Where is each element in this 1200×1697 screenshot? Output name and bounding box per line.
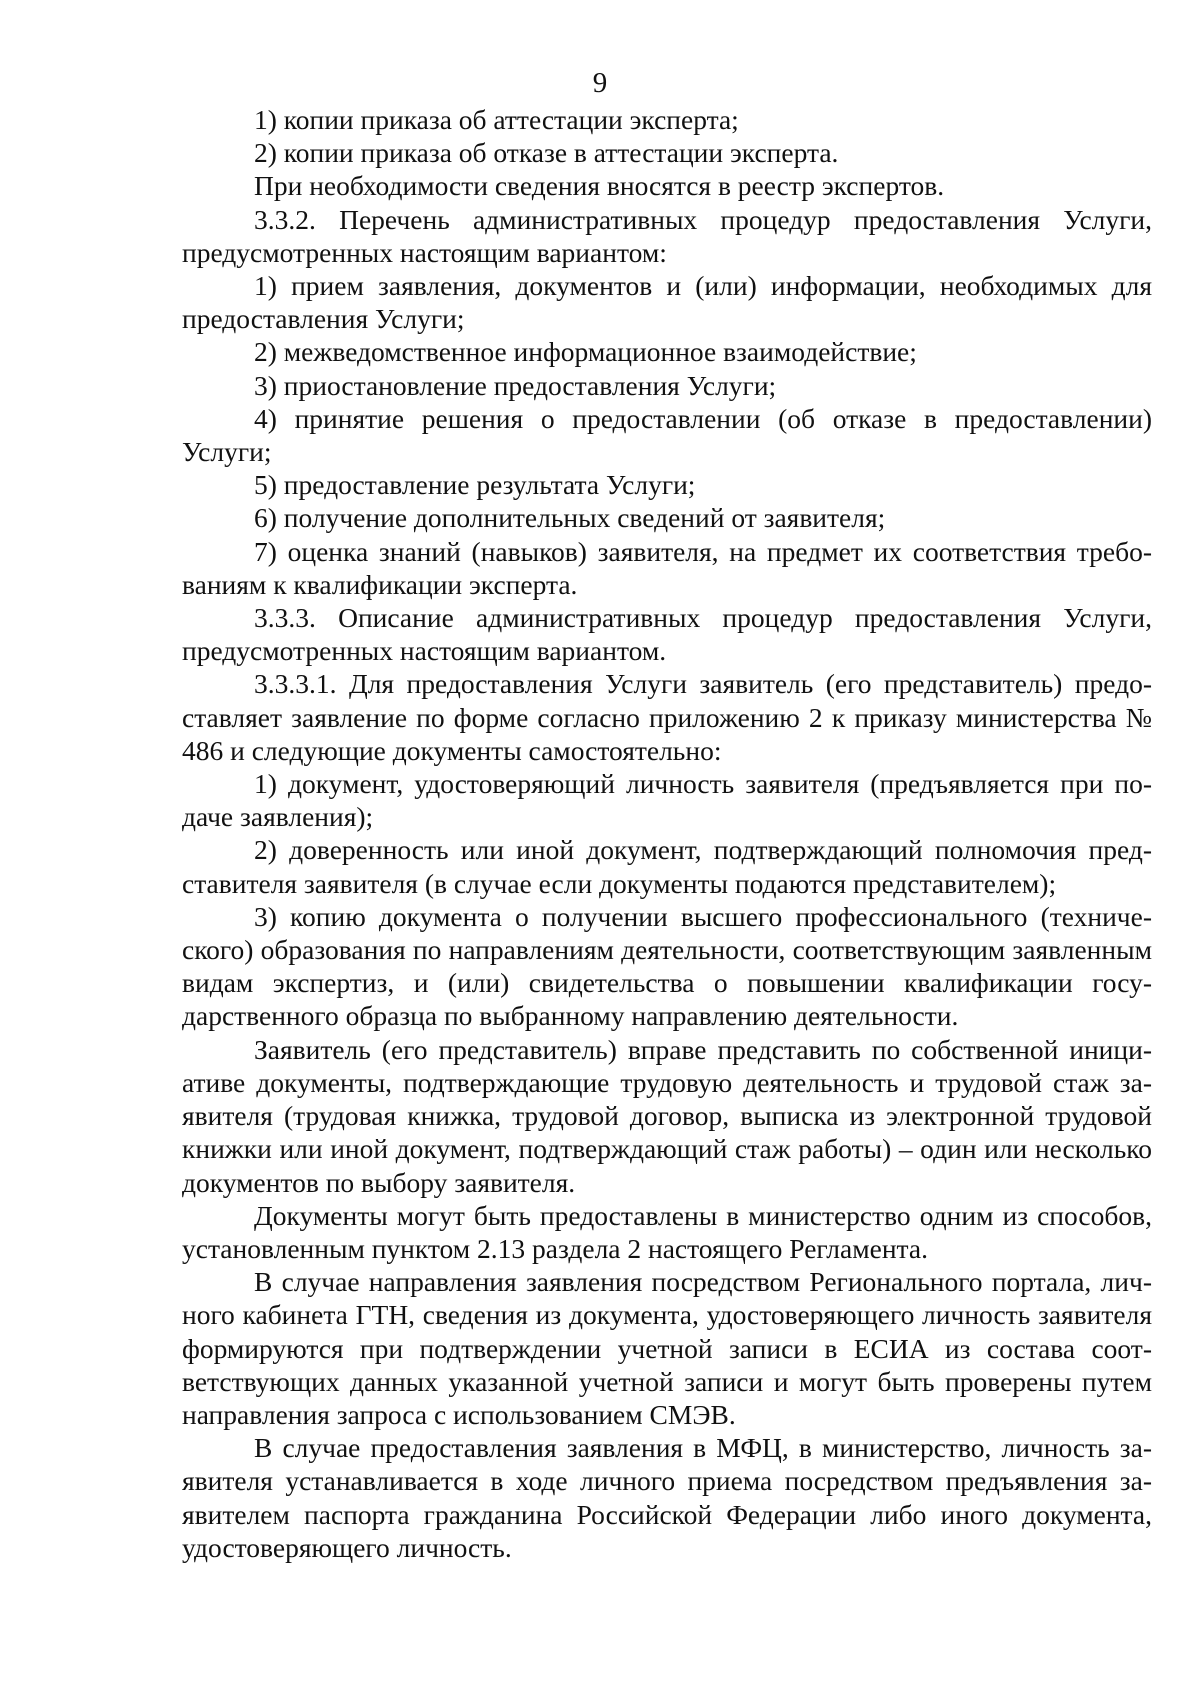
- paragraph: 2) доверенность или иной документ, подтверждающий полномочия представителя заявителя (в случае если документы подаются представителем);: [182, 834, 1152, 899]
- paragraph: 3) копию документа о получении высшего профессионального (технического) образования по направлениям деятельности, соответствующим заявленным видам экспертиз, и (или) свидетельства о повышении квалификации государственного образца по выбранному направлению деятельности.: [182, 900, 1152, 1032]
- paragraph: 6) получение дополнительных сведений от заявителя;: [254, 502, 886, 534]
- paragraph: 3.3.3.1. Для предоставления Услуги заявитель (его представитель) предоставляет заявление по форме согласно приложению 2 к приказу министерства № 486 и следующие документы самостоятельно:: [182, 668, 1152, 766]
- paragraph: 4) принятие решения о предоставлении (об отказе в предоставлении) Услуги;: [182, 402, 1152, 468]
- paragraph: 3.3.2. Перечень административных процедур предоставления Услуги, предусмотренных настоящим вариантом:: [182, 203, 1152, 268]
- paragraph: В случае предоставления заявления в МФЦ, в министерство, личность заявителя устанавливается в ходе личного приема посредством предъявления заявителем паспорта гражданина Российской Федерации либо иного документа, удостоверяющего личность.: [182, 1432, 1152, 1563]
- paragraph: 2) копии приказа об отказе в аттестации эксперта.: [254, 137, 839, 169]
- paragraph: В случае направления заявления посредством Регионального портала, личного кабинета ГТН, сведения из документа, удостоверяющего личность заявителя формируются при подтверждении учетной записи в ЕСИА из состава соответствующих данных указанной учетной записи и могут быть проверены путем направления запроса с использованием СМЭВ.: [182, 1266, 1152, 1430]
- paragraph: 7) оценка знаний (навыков) заявителя, на предмет их соответствия требованиям к квалификации эксперта.: [182, 535, 1152, 600]
- paragraph: 1) документ, удостоверяющий личность заявителя (предъявляется при подаче заявления);: [182, 768, 1152, 833]
- paragraph: 2) межведомственное информационное взаимодействие;: [254, 336, 917, 368]
- paragraph: 1) копии приказа об аттестации эксперта;: [254, 104, 739, 135]
- paragraph: Заявитель (его представитель) вправе представить по собственной инициативе документы, подтверждающие трудовую деятельность и трудовой стаж заявителя (трудовая книжка, трудовой договор, выписка из электронной трудовой книжки или иной документ, подтверждающий стаж работы) – один или несколько документов по выбору заявителя.: [182, 1033, 1152, 1198]
- paragraph: 5) предоставление результата Услуги;: [254, 469, 696, 501]
- paragraph: 3.3.3. Описание административных процедур предоставления Услуги, предусмотренных настоящим вариантом.: [182, 602, 1152, 667]
- paragraph: 3) приостановление предоставления Услуги;: [254, 369, 777, 401]
- paragraph: 1) прием заявления, документов и (или) информации, необходимых для предоставления Услуги;: [182, 270, 1152, 335]
- page-number: 9: [592, 67, 608, 99]
- paragraph: Документы могут быть предоставлены в министерство одним из способов, установленным пунктом 2.13 раздела 2 настоящего Регламента.: [182, 1199, 1152, 1264]
- paragraph: При необходимости сведения вносятся в реестр экспертов.: [254, 170, 945, 202]
- document-body: [182, 103, 1152, 1564]
